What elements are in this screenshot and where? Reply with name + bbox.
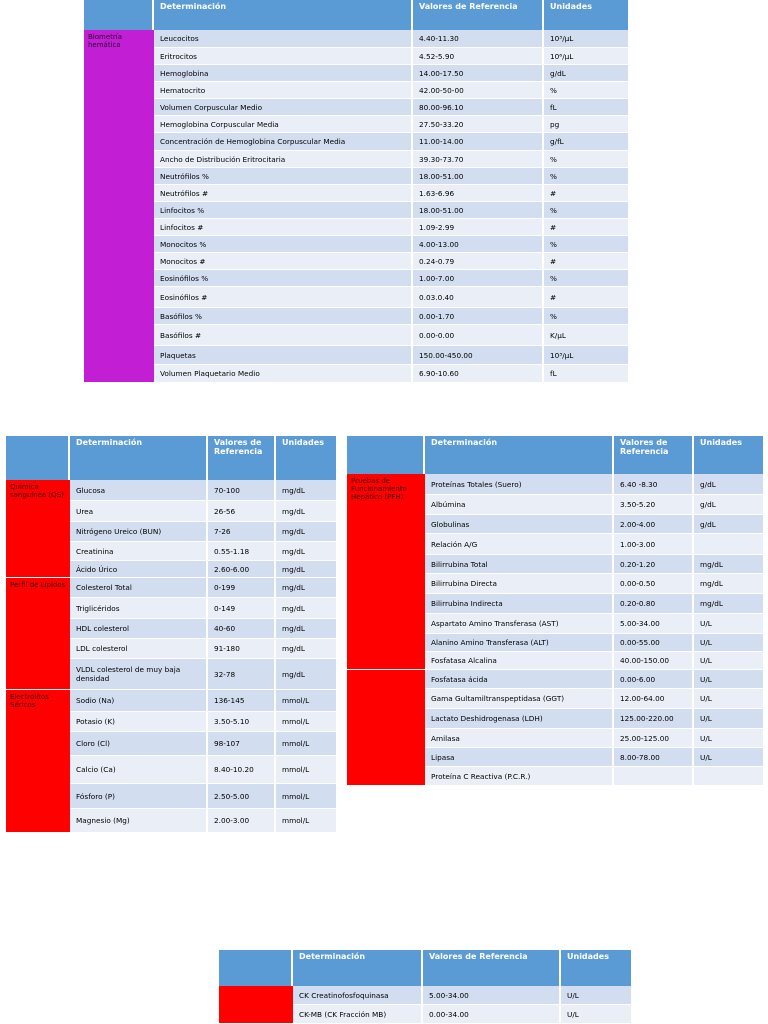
cell-valores: 1.00-3.00 <box>614 534 694 555</box>
cell-unidades: mg/dL <box>276 659 336 690</box>
cell-determinacion: Amilasa <box>425 729 614 748</box>
cell-valores: 0.00-34.00 <box>423 1005 561 1024</box>
table-biometria <box>84 0 628 383</box>
cell-determinacion: Bilirrubina Directa <box>425 574 614 594</box>
table-row <box>70 522 336 542</box>
table-row <box>70 639 336 659</box>
cell-valores: 3.50-5.10 <box>208 712 276 732</box>
cell-determinacion: Gama Gultamiltranspeptidasa (GGT) <box>425 689 614 709</box>
category-biometria: Biometría hemática <box>84 30 154 383</box>
cell-unidades: U/L <box>694 652 763 670</box>
table-header <box>84 0 628 30</box>
cell-unidades: mg/dL <box>276 598 336 619</box>
table-row <box>154 48 628 65</box>
cell-valores: 0.00-0.00 <box>413 325 544 346</box>
cell-determinacion: Bilirrubina Total <box>425 555 614 574</box>
header-determinacion: Determinación <box>70 436 208 480</box>
cell-valores: 14.00-17.50 <box>413 65 544 82</box>
cell-determinacion: CK Creatinofosfoquinasa <box>293 986 423 1005</box>
table-row <box>425 495 763 515</box>
cell-valores: 0-149 <box>208 598 276 619</box>
cell-unidades: U/L <box>694 614 763 634</box>
cell-determinacion: Proteínas Totales (Suero) <box>425 474 614 495</box>
cell-determinacion: Ácido Úrico <box>70 561 208 578</box>
header-unidades: Unidades <box>282 438 324 447</box>
cell-valores: 7-26 <box>208 522 276 542</box>
cell-unidades: mmol/L <box>276 756 336 784</box>
cell-valores: 0.00-55.00 <box>614 634 694 652</box>
cell-valores: 4.00-13.00 <box>413 236 544 253</box>
cell-determinacion: Neutrófilos % <box>154 168 413 185</box>
cell-valores: 0.00-6.00 <box>614 670 694 689</box>
cell-unidades: % <box>544 168 628 185</box>
table-row <box>425 474 763 495</box>
cell-unidades: U/L <box>694 709 763 729</box>
table-row <box>154 365 628 383</box>
table-row <box>154 168 628 185</box>
cell-unidades: U/L <box>694 689 763 709</box>
table-row <box>70 809 336 833</box>
table-row <box>425 614 763 634</box>
cell-unidades: # <box>544 185 628 202</box>
table-row <box>154 236 628 253</box>
cell-valores: 0.00-1.70 <box>413 308 544 325</box>
table-row <box>154 116 628 133</box>
cell-determinacion: Relación A/G <box>425 534 614 555</box>
table-header <box>347 436 763 474</box>
table-row <box>425 709 763 729</box>
cell-valores: 18.00-51.00 <box>413 168 544 185</box>
cell-determinacion: Bilirrubina Indirecta <box>425 594 614 614</box>
cell-unidades: 10³/µL <box>544 30 628 48</box>
category-block <box>347 670 425 786</box>
table-row <box>154 185 628 202</box>
cell-unidades: g/fL <box>544 133 628 151</box>
cell-valores: 0-199 <box>208 578 276 598</box>
table-row <box>425 767 763 786</box>
table-row <box>154 308 628 325</box>
cell-valores: 2.00-4.00 <box>614 515 694 534</box>
cell-valores: 8.00-78.00 <box>614 748 694 767</box>
table-row <box>154 270 628 287</box>
cell-determinacion: Hematocrito <box>154 82 413 99</box>
cell-unidades: mg/dL <box>276 480 336 501</box>
cell-valores: 0.55-1.18 <box>208 542 276 561</box>
cell-unidades: mg/dL <box>276 522 336 542</box>
cell-unidades: % <box>544 151 628 168</box>
header-valores: Valores de Referencia <box>413 0 544 30</box>
cell-determinacion: Lactato Deshidrogenasa (LDH) <box>425 709 614 729</box>
header-category <box>6 436 70 480</box>
cell-unidades: mmol/L <box>276 809 336 833</box>
cell-valores: 0.24-0.79 <box>413 253 544 270</box>
cell-valores: 0.20-0.80 <box>614 594 694 614</box>
cell-valores: 125.00-220.00 <box>614 709 694 729</box>
table-row <box>154 202 628 219</box>
cell-determinacion: VLDL colesterol de muy baja densidad <box>70 659 208 690</box>
cell-determinacion: HDL colesterol <box>70 619 208 639</box>
table-row <box>70 784 336 809</box>
cell-unidades: # <box>544 287 628 308</box>
cell-determinacion: Alanino Amino Transferasa (ALT) <box>425 634 614 652</box>
cell-determinacion: Glucosa <box>70 480 208 501</box>
cell-determinacion: Fósforo (P) <box>70 784 208 809</box>
cell-unidades <box>694 534 763 555</box>
cell-valores: 0.03.0.40 <box>413 287 544 308</box>
cell-determinacion: Eosinófilos % <box>154 270 413 287</box>
category-block: Pruebas de Funcionamiento Hepático (PFH) <box>347 474 425 670</box>
table-row <box>425 748 763 767</box>
cell-determinacion: Urea <box>70 501 208 522</box>
table-row <box>425 670 763 689</box>
cell-valores: 6.40 -8.30 <box>614 474 694 495</box>
table-row <box>154 287 628 308</box>
table-row <box>425 555 763 574</box>
header-category <box>219 950 293 986</box>
cell-unidades: % <box>544 270 628 287</box>
cell-determinacion: LDL colesterol <box>70 639 208 659</box>
cell-determinacion: Linfocitos % <box>154 202 413 219</box>
header-determinacion: Determinación <box>154 0 413 30</box>
table-header <box>219 950 631 986</box>
table-row <box>70 659 336 690</box>
cell-unidades: fL <box>544 365 628 383</box>
cell-determinacion: Hemoglobina <box>154 65 413 82</box>
cell-valores: 1.09-2.99 <box>413 219 544 236</box>
cell-valores: 150.00-450.00 <box>413 346 544 365</box>
cell-valores: 25.00-125.00 <box>614 729 694 748</box>
table-hepatico <box>347 436 763 786</box>
cell-unidades: mg/dL <box>694 574 763 594</box>
cell-unidades <box>694 767 763 786</box>
cell-valores: 91-180 <box>208 639 276 659</box>
table-row <box>70 598 336 619</box>
cell-unidades: # <box>544 219 628 236</box>
table-row <box>154 82 628 99</box>
category-block: Perfil de Lípidos <box>6 578 70 690</box>
header-valores: Valores de Referencia <box>208 436 276 480</box>
cell-valores: 11.00-14.00 <box>413 133 544 151</box>
cell-valores: 0.20-1.20 <box>614 555 694 574</box>
cell-unidades: U/L <box>694 634 763 652</box>
header-unidades: Unidades <box>567 952 609 961</box>
cell-unidades: mg/dL <box>694 555 763 574</box>
cell-determinacion: Leucocitos <box>154 30 413 48</box>
cell-valores: 1.00-7.00 <box>413 270 544 287</box>
cell-unidades: U/L <box>694 729 763 748</box>
cell-valores: 27.50-33.20 <box>413 116 544 133</box>
cell-determinacion: Fosfatasa ácida <box>425 670 614 689</box>
table-row <box>425 594 763 614</box>
cell-determinacion: Ancho de Distribución Eritrocitaria <box>154 151 413 168</box>
cell-valores: 18.00-51.00 <box>413 202 544 219</box>
table-row <box>154 133 628 151</box>
cell-unidades: 10⁶/µL <box>544 48 628 65</box>
cell-determinacion: Eritrocitos <box>154 48 413 65</box>
cell-valores: 0.00-0.50 <box>614 574 694 594</box>
table-row <box>70 690 336 712</box>
table-row <box>154 325 628 346</box>
cell-valores <box>614 767 694 786</box>
table-row <box>70 501 336 522</box>
cell-valores: 4.52-5.90 <box>413 48 544 65</box>
cell-determinacion: Basófilos % <box>154 308 413 325</box>
table-row <box>425 729 763 748</box>
cell-valores: 80.00-96.10 <box>413 99 544 116</box>
cell-unidades: mmol/L <box>276 712 336 732</box>
cell-unidades: U/L <box>561 986 631 1005</box>
cell-unidades: U/L <box>694 748 763 767</box>
cell-determinacion: Globulinas <box>425 515 614 534</box>
cell-unidades: mg/dL <box>276 501 336 522</box>
cell-unidades: mg/dL <box>694 594 763 614</box>
cell-valores: 136-145 <box>208 690 276 712</box>
table-row <box>70 712 336 732</box>
cell-valores: 2.50-5.00 <box>208 784 276 809</box>
cell-determinacion: Monocitos # <box>154 253 413 270</box>
cell-valores: 3.50-5.20 <box>614 495 694 515</box>
cell-determinacion: Linfocitos # <box>154 219 413 236</box>
header-category <box>347 436 425 474</box>
header-determinacion: Determinación <box>425 436 614 474</box>
table-row <box>70 480 336 501</box>
cell-determinacion: Colesterol Total <box>70 578 208 598</box>
header-valores: Valores de Referencia <box>614 436 694 474</box>
cell-determinacion: Volumen Corpuscular Medio <box>154 99 413 116</box>
cell-determinacion: Creatinina <box>70 542 208 561</box>
table-header <box>6 436 336 480</box>
cell-determinacion: Nitrógeno Ureico (BUN) <box>70 522 208 542</box>
cell-unidades: mg/dL <box>276 542 336 561</box>
table-row <box>154 346 628 365</box>
table-row <box>154 30 628 48</box>
cell-valores: 8.40-10.20 <box>208 756 276 784</box>
cell-valores: 70-100 <box>208 480 276 501</box>
header-unidades: Unidades <box>700 438 742 447</box>
cell-determinacion: Lipasa <box>425 748 614 767</box>
cell-determinacion: Basófilos # <box>154 325 413 346</box>
cell-unidades: mg/dL <box>276 561 336 578</box>
table-row <box>154 219 628 236</box>
cell-determinacion: Plaquetas <box>154 346 413 365</box>
cell-valores: 32-78 <box>208 659 276 690</box>
cell-determinacion: Monocitos % <box>154 236 413 253</box>
table-row <box>70 561 336 578</box>
cell-unidades: mg/dL <box>276 619 336 639</box>
cell-valores: 5.00-34.00 <box>614 614 694 634</box>
cell-valores: 6.90-10.60 <box>413 365 544 383</box>
table-row <box>425 652 763 670</box>
cell-determinacion: Aspartato Amino Transferasa (AST) <box>425 614 614 634</box>
cell-unidades: K/µL <box>544 325 628 346</box>
cell-unidades: % <box>544 308 628 325</box>
category-block: Electrolitos Séricos <box>6 690 70 833</box>
header-unidades: Unidades <box>550 2 592 11</box>
table-row <box>154 65 628 82</box>
cell-unidades: mg/dL <box>276 639 336 659</box>
cell-determinacion: Proteína C Reactiva (P.C.R.) <box>425 767 614 786</box>
table-row <box>70 732 336 756</box>
cell-valores: 42.00-50-00 <box>413 82 544 99</box>
cell-valores: 98-107 <box>208 732 276 756</box>
cell-unidades: g/dL <box>694 495 763 515</box>
table-ck <box>219 950 631 1024</box>
cell-determinacion: Fosfatasa Alcalina <box>425 652 614 670</box>
cell-valores: 5.00-34.00 <box>423 986 561 1005</box>
table-row <box>70 578 336 598</box>
cell-valores: 40.00-150.00 <box>614 652 694 670</box>
cell-determinacion: Hemoglobina Corpuscular Media <box>154 116 413 133</box>
cell-unidades: mmol/L <box>276 690 336 712</box>
cell-valores: 40-60 <box>208 619 276 639</box>
cell-determinacion: Potasio (K) <box>70 712 208 732</box>
category-block: Química sanguínea (QS) <box>6 480 70 578</box>
table-row <box>154 253 628 270</box>
cell-unidades: fL <box>544 99 628 116</box>
cell-determinacion: Sodio (Na) <box>70 690 208 712</box>
header-determinacion: Determinación <box>293 950 423 986</box>
table-row <box>425 574 763 594</box>
header-category <box>84 0 154 30</box>
cell-valores: 26-56 <box>208 501 276 522</box>
cell-determinacion: Eosinófilos # <box>154 287 413 308</box>
cell-unidades: mg/dL <box>276 578 336 598</box>
table-row <box>425 634 763 652</box>
cell-valores: 39.30-73.70 <box>413 151 544 168</box>
cell-unidades: mmol/L <box>276 784 336 809</box>
header-valores: Valores de Referencia <box>423 950 561 986</box>
cell-unidades: g/dL <box>694 474 763 495</box>
cell-unidades: U/L <box>561 1005 631 1024</box>
category-ck <box>219 986 293 1024</box>
cell-unidades: 10³/µL <box>544 346 628 365</box>
cell-unidades: g/dL <box>694 515 763 534</box>
table-row <box>293 1005 631 1024</box>
table-quimica <box>6 436 336 833</box>
table-row <box>425 515 763 534</box>
cell-valores: 2.00-3.00 <box>208 809 276 833</box>
cell-valores: 12.00-64.00 <box>614 689 694 709</box>
cell-unidades: U/L <box>694 670 763 689</box>
cell-valores: 1.63-6.96 <box>413 185 544 202</box>
table-row <box>70 756 336 784</box>
cell-determinacion: CK-MB (CK Fracción MB) <box>293 1005 423 1024</box>
cell-determinacion: Calcio (Ca) <box>70 756 208 784</box>
cell-valores: 4.40-11.30 <box>413 30 544 48</box>
table-row <box>425 689 763 709</box>
table-row <box>425 534 763 555</box>
table-row <box>70 542 336 561</box>
cell-determinacion: Albúmina <box>425 495 614 515</box>
cell-determinacion: Cloro (Cl) <box>70 732 208 756</box>
table-row <box>154 99 628 116</box>
cell-unidades: % <box>544 202 628 219</box>
table-row <box>293 986 631 1005</box>
cell-unidades: pg <box>544 116 628 133</box>
cell-determinacion: Magnesio (Mg) <box>70 809 208 833</box>
cell-unidades: mmol/L <box>276 732 336 756</box>
cell-determinacion: Neutrófilos # <box>154 185 413 202</box>
cell-determinacion: Concentración de Hemoglobina Corpuscular Media <box>154 133 413 151</box>
table-row <box>70 619 336 639</box>
cell-determinacion: Volumen Plaquetario Medio <box>154 365 413 383</box>
cell-unidades: % <box>544 82 628 99</box>
table-row <box>154 151 628 168</box>
cell-valores: 2.60-6.00 <box>208 561 276 578</box>
cell-unidades: % <box>544 236 628 253</box>
cell-determinacion: Triglicéridos <box>70 598 208 619</box>
cell-unidades: g/dL <box>544 65 628 82</box>
cell-unidades: # <box>544 253 628 270</box>
